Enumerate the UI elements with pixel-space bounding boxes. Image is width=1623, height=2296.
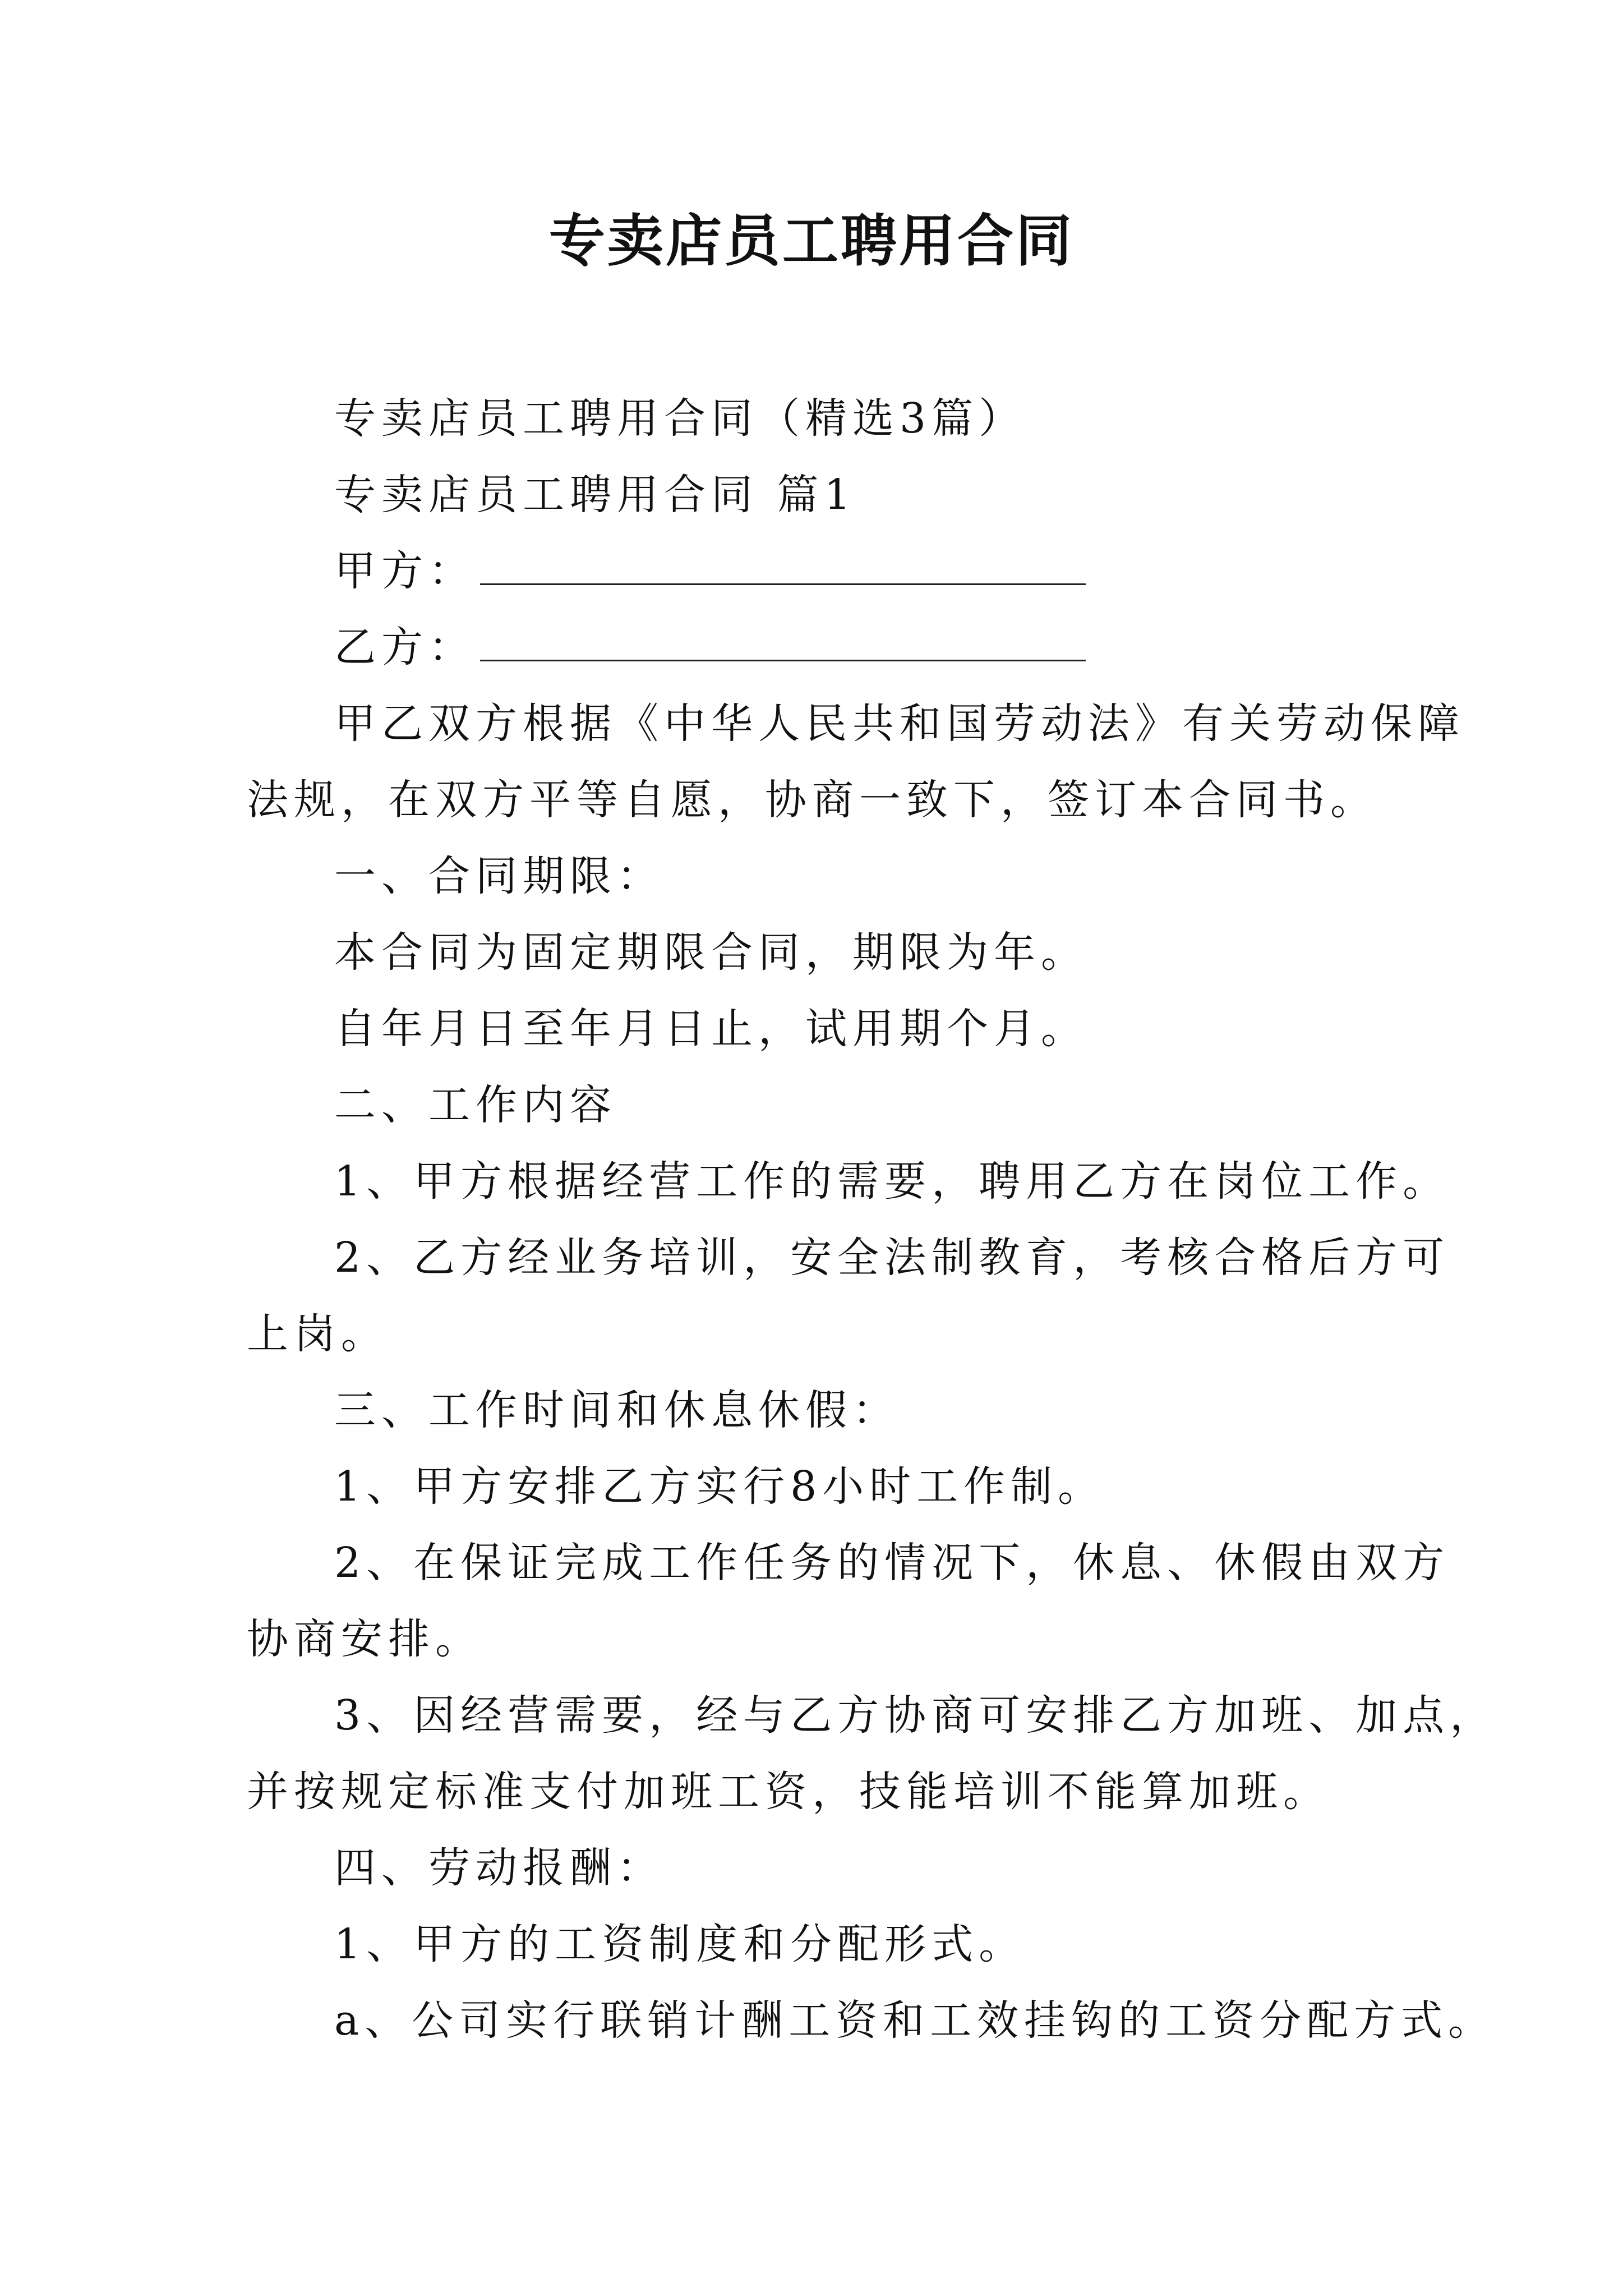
paragraph-line: 甲乙双方根据《中华人民共和国劳动法》有关劳动保障 (334, 700, 1465, 748)
clause-heading-pay: 四、劳动报酬： (334, 1844, 664, 1892)
party-b-blank-line (480, 631, 1086, 661)
clause-heading-hours: 三、工作时间和休息休假： (334, 1386, 900, 1434)
paragraph-line: 1、甲方的工资制度和分配形式。 (334, 1920, 1026, 1968)
section-heading-part1: 专卖店员工聘用合同 篇1 (334, 471, 856, 519)
clause-heading-work-content: 二、工作内容 (334, 1081, 617, 1129)
paragraph-line: 并按规定标准支付加班工资，技能培训不能算加班。 (247, 1768, 1330, 1816)
document-title: 专卖店员工聘用合同 (549, 208, 1074, 274)
paragraph-line: 法规，在双方平等自愿，协商一致下，签订本合同书。 (247, 776, 1377, 824)
paragraph-line: 自年月日至年月日止，试用期个月。 (334, 1005, 1088, 1053)
clause-heading-term: 一、合同期限： (334, 852, 664, 900)
paragraph-line: 协商安排。 (247, 1615, 482, 1663)
paragraph-line: 3、因经营需要，经与乙方协商可安排乙方加班、加点， (334, 1691, 1497, 1740)
party-a-blank-line (480, 554, 1086, 585)
document-body (247, 380, 1497, 2059)
paragraph-line: a、公司实行联销计酬工资和工效挂钩的工资分配方式。 (334, 1996, 1496, 2045)
party-a-row (247, 533, 1391, 609)
paragraph-line: 2、乙方经业务培训，安全法制教育，考核合格后方可 (334, 1234, 1450, 1282)
party-a-label: 甲方： (334, 547, 476, 595)
paragraph-line: 上岗。 (247, 1310, 388, 1358)
paragraph-line: 1、甲方安排乙方实行8小时工作制。 (334, 1462, 1105, 1511)
paragraph-line: 1、甲方根据经营工作的需要，聘用乙方在岗位工作。 (334, 1157, 1450, 1205)
party-b-label: 乙方： (334, 623, 476, 671)
paragraph-line: 2、在保证完成工作任务的情况下，休息、休假由双方 (334, 1539, 1450, 1587)
contract-subtitle: 专卖店员工聘用合同（精选3篇） (334, 394, 1026, 443)
party-b-row (247, 609, 1391, 685)
paragraph-line: 本合同为固定期限合同，期限为年。 (334, 928, 1088, 977)
